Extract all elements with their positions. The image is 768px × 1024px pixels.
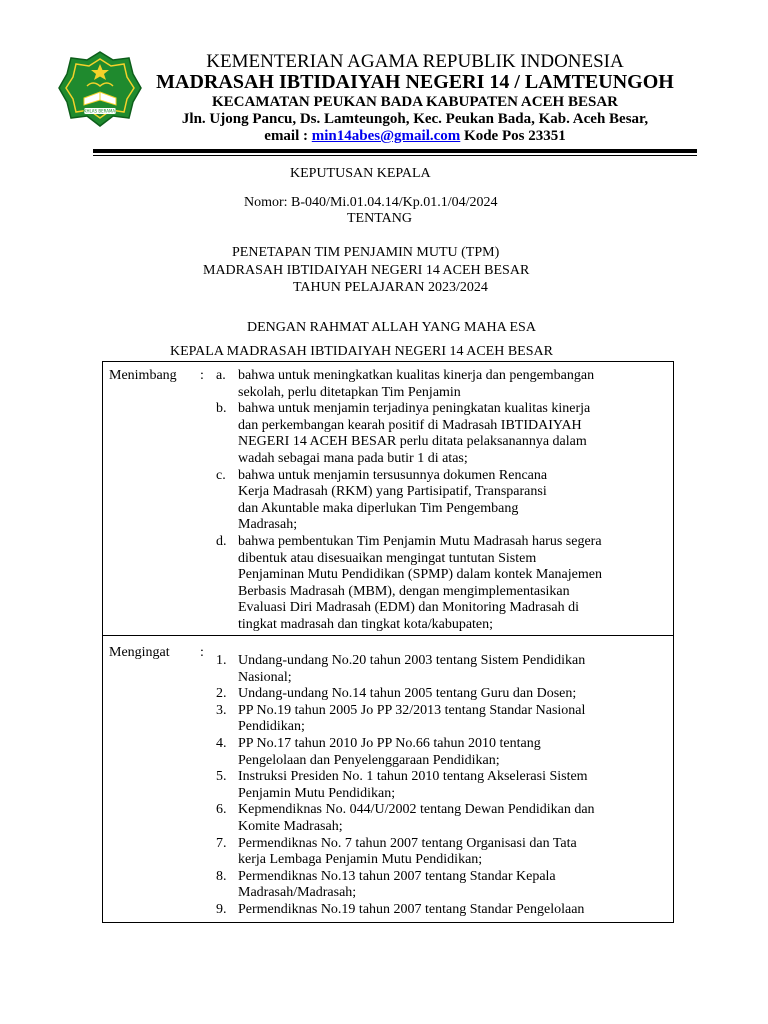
school-name: MADRASAH IBTIDAIYAH NEGERI 14 / LAMTEUNGOH [156,71,674,93]
contact-line [62,128,768,145]
list-item [216,686,666,703]
list-item [216,802,666,835]
list-item-text: Penjamin Mutu Pendidikan; [238,785,396,801]
list-item [216,368,666,401]
menimbang-list [216,368,666,634]
list-item-text: dan perkembangan kearah positif di Madrasah IBTIDAIYAH [238,417,582,433]
postcode: Kode Pos 23351 [464,128,566,144]
list-marker: c. [216,467,226,483]
list-item-text: bahwa untuk menjamin terjadinya peningkatan kualitas kinerja [238,401,591,417]
list-marker: 9. [216,901,227,917]
list-item [216,869,666,902]
decree-subject-1: PENETAPAN TIM PENJAMIN MUTU (TPM) [232,245,500,260]
list-item [216,401,666,467]
letterhead-rule-thick [93,149,697,153]
district-line: KECAMATAN PEUKAN BADA KABUPATEN ACEH BESAR [211,94,618,110]
list-marker: 2. [216,686,227,702]
decree-subject-3: TAHUN PELAJARAN 2023/2024 [293,280,488,295]
decree-head: KEPALA MADRASAH IBTIDAIYAH NEGERI 14 ACEH BESAR [170,344,553,359]
list-item-text: NEGERI 14 ACEH BESAR perlu ditata pelaksanannya dalam [238,434,587,450]
list-item-text: Komite Madrasah; [238,818,343,834]
list-item [216,836,666,869]
list-item [216,736,666,769]
list-item-text: wadah sebagai mana pada butir 1 di atas; [238,450,468,466]
list-item-text: Madrasah; [238,517,298,533]
list-marker: 5. [216,769,227,785]
decree-blessing: DENGAN RAHMAT ALLAH YANG MAHA ESA [247,320,536,335]
list-marker: 4. [216,735,227,751]
list-item [216,703,666,736]
list-marker: 8. [216,868,227,884]
list-item-text: PP No.19 tahun 2005 Jo PP 32/2013 tentang Standar Nasional [238,702,586,718]
list-item-text: dan Akuntable maka diperlukan Tim Pengembang [238,500,519,516]
list-marker: 1. [216,653,227,668]
list-item-text: tingkat madrasah dan tingkat kota/kabupaten; [238,616,494,632]
menimbang-label: Menimbang [109,368,177,383]
list-marker: 3. [216,702,227,718]
list-item-text: Kepmendiknas No. 044/U/2002 tentang Dewan Pendidikan dan [238,802,595,818]
email-link[interactable]: min14abes@gmail.com [311,128,461,144]
list-item-text: Nasional; [238,669,292,685]
list-item-text: Madrasah/Madrasah; [238,885,357,901]
email-label: email : [264,128,309,144]
list-item-text: Penjaminan Mutu Pendidikan (SPMP) dalam kontek Manajemen [238,567,602,583]
list-item-text: bahwa pembentukan Tim Penjamin Mutu Madrasah harus segera [238,533,602,549]
list-item-text: bahwa untuk menjamin tersusunnya dokumen Rencana [238,467,548,483]
list-marker: 7. [216,835,227,851]
logo-motto: IKHLAS BERAMAL [82,108,118,114]
list-item-text: dibentuk atau disesuaikan mengingat tuntutan Sistem [238,550,537,566]
list-item-text: Undang-undang No.20 tahun 2003 tentang Sistem Pendidikan [238,653,586,668]
decree-subject-2: MADRASAH IBTIDAIYAH NEGERI 14 ACEH BESAR [203,263,530,278]
table-row-divider [102,635,674,636]
list-item [216,902,666,919]
list-marker: 6. [216,802,227,818]
list-item-text: kerja Lembaga Penjamin Mutu Pendidikan; [238,852,483,868]
decree-about: TENTANG [347,211,412,226]
list-item [216,769,666,802]
list-item-text: Pengelolaan dan Penyelenggaraan Pendidikan; [238,752,500,768]
list-item-text: sekolah, perlu ditetapkan Tim Penjamin [238,384,461,400]
list-item-text: Kerja Madrasah (RKM) yang Partisipatif, Transparansi [238,484,547,500]
mengingat-label: Mengingat [109,645,170,660]
list-item-text: Berbasis Madrasah (MBM), dengan mengimplementasikan [238,583,570,599]
list-item-text: Permendiknas No. 7 tahun 2007 tentang Organisasi dan Tata [238,835,577,851]
list-item-text: Evaluasi Diri Madrasah (EDM) dan Monitoring Madrasah di [238,600,579,616]
letterhead-rule-thin [93,155,697,156]
decree-number: Nomor: B-040/Mi.01.04.14/Kp.01.1/04/2024 [244,195,498,210]
address-line: Jln. Ujong Pancu, Ds. Lamteungoh, Kec. Peukan Bada, Kab. Aceh Besar, [181,111,649,127]
list-item-text: Permendiknas No.19 tahun 2007 tentang Standar Pengelolaan [238,901,585,917]
list-marker: b. [216,401,227,417]
list-marker: d. [216,533,227,549]
list-item [216,468,666,534]
list-item-text: Permendiknas No.13 tahun 2007 tentang Standar Kepala [238,868,556,884]
list-item-text: bahwa untuk meningkatkan kualitas kinerja dan pengembangan [238,368,595,383]
list-item-text: Undang-undang No.14 tahun 2005 tentang Guru dan Dosen; [238,686,577,702]
list-item [216,653,666,686]
list-item-text: Pendidikan; [238,719,305,735]
mengingat-colon: : [200,645,204,660]
list-item-text: PP No.17 tahun 2010 Jo PP No.66 tahun 2010 tentang [238,735,541,751]
menimbang-colon: : [200,368,204,383]
list-item-text: Instruksi Presiden No. 1 tahun 2010 tentang Akselerasi Sistem [238,769,588,785]
decree-title: KEPUTUSAN KEPALA [290,166,431,181]
list-marker: a. [216,368,226,383]
mengingat-list [216,653,666,919]
ministry-name: KEMENTERIAN AGAMA REPUBLIK INDONESIA [206,51,624,72]
list-item [216,534,666,634]
